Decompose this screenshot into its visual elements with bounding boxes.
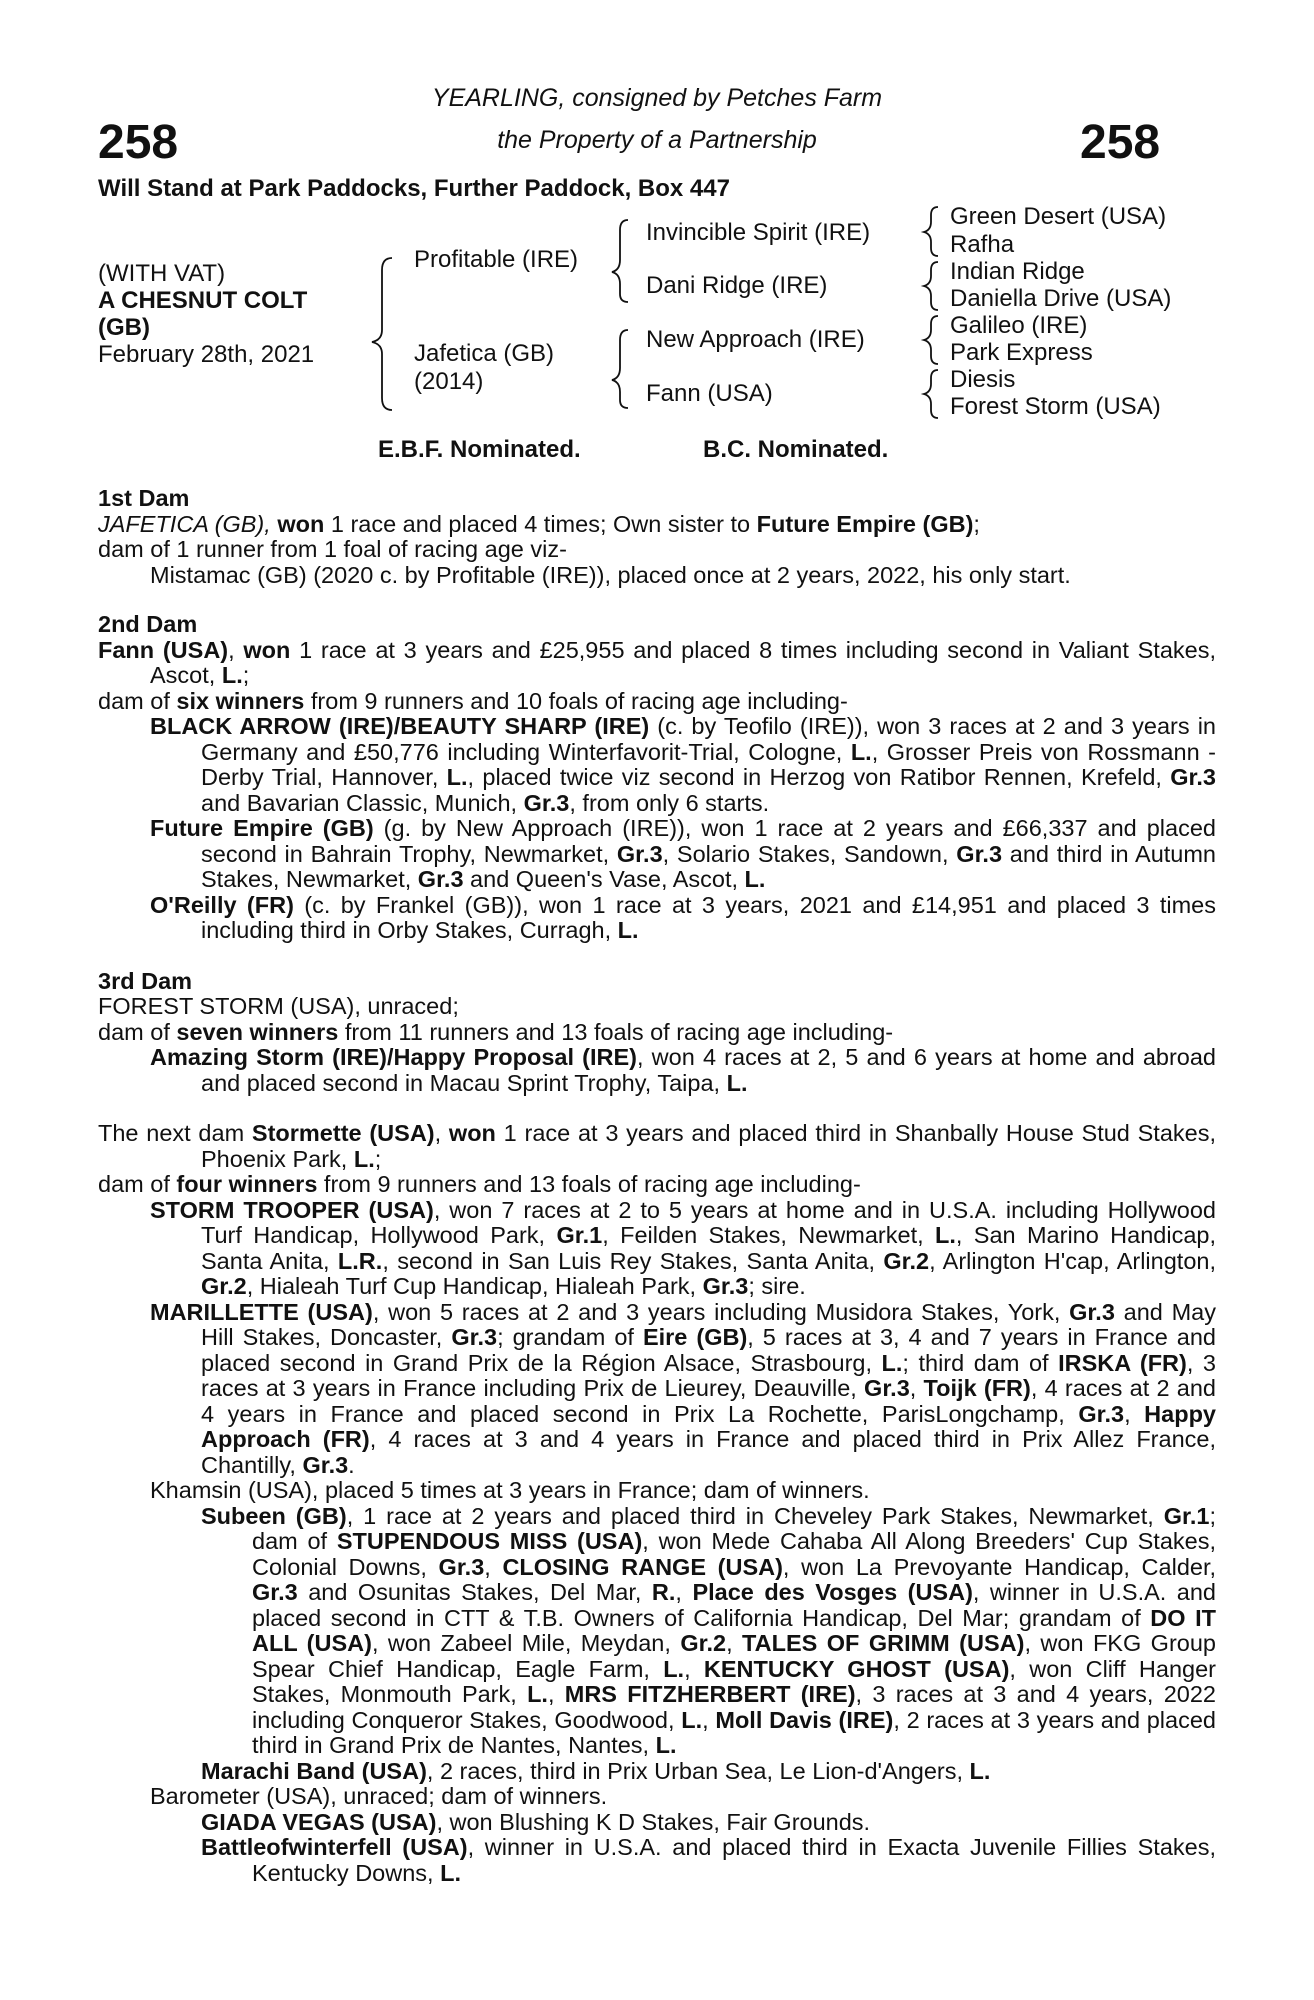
ebf-nomination: E.B.F. Nominated. (378, 436, 581, 463)
second-dam-heading: 2nd Dam (98, 611, 198, 637)
ancestor-5: Galileo (IRE) (950, 312, 1088, 339)
lot-number-right: 258 (1080, 116, 1161, 169)
next-dam-intro: The next dam Stormette (USA), won 1 race at 3 years and placed third in Shanbally House Stud Stakes, Phoenix Park, L.; (98, 1120, 1217, 1172)
second-dam-entry-3: O'Reilly (FR) (c. by Frankel (GB)), won 1 race at 3 years, 2021 and £14,951 and placed 3 times including third in Orby Stakes, Curragh, L. (150, 891, 1216, 943)
ancestor-2: Rafha (950, 231, 1015, 258)
ancestor-3: Indian Ridge (950, 258, 1085, 285)
first-dam-produce: Mistamac (GB) (2020 c. by Profitable (IRE)), placed once at 2 years, 2022, his only start. (150, 561, 1071, 588)
first-dam-line-1: JAFETICA (GB), won 1 race and placed 4 times; Own sister to Future Empire (GB); (98, 510, 980, 537)
next-dam-dam-of: dam of four winners from 9 runners and 13 foals of racing age including- (98, 1171, 861, 1197)
second-dam-intro: Fann (USA), won 1 race at 3 years and £25,955 and placed 8 times including second in Valiant Stakes, Ascot, L.; (98, 636, 1216, 688)
next-dam-entry-3b: Marachi Band (USA), 2 races, third in Prix Urban Sea, Le Lion-d'Angers, L. (201, 1757, 991, 1784)
sire-dam: Dani Ridge (IRE) (646, 272, 828, 299)
second-dam-dam-of: dam of six winners from 9 runners and 10 foals of racing age including- (98, 687, 848, 714)
next-dam-entry-4: Barometer (USA), unraced; dam of winners. (150, 1783, 608, 1809)
horse-name: A CHESNUT COLT (98, 287, 308, 314)
third-dam-dam-of: dam of seven winners from 11 runners and 13 foals of racing age including- (98, 1018, 894, 1045)
dam-dam: Fann (USA) (646, 380, 773, 407)
first-dam-line-2: dam of 1 runner from 1 foal of racing age viz- (98, 536, 567, 562)
sire: Profitable (IRE) (414, 246, 579, 273)
consign-line-2: the Property of a Partnership (497, 126, 817, 154)
second-dam-entry-1: BLACK ARROW (IRE)/BEAUTY SHARP (IRE) (c. by Teofilo (IRE)), won 3 races at 2 and 3 years in Germany and £50,776 including Winterfavorit-Trial, Cologne, L., Grosser Preis von Rossmann - Derby Trial, Hannover, L., placed twice viz second in Herzog von Ratibor Rennen, Krefeld, Gr.3 and Bavarian Classic, Munich, Gr.3, from only 6 starts. (150, 713, 1216, 816)
next-dam-entry-3: Khamsin (USA), placed 5 times at 3 years in France; dam of winners. (150, 1477, 870, 1503)
ancestor-6: Park Express (950, 339, 1093, 366)
horse-name-country: (GB) (98, 314, 150, 341)
catalogue-body (98, 486, 1216, 1886)
consign-line-1: YEARLING, consigned by Petches Farm (431, 84, 883, 112)
lot-number-left: 258 (98, 116, 179, 169)
next-dam-entry-1: STORM TROOPER (USA), won 7 races at 2 to 5 years at home and in U.S.A. including Hollywood Turf Handicap, Hollywood Park, Gr.1, Feilden Stakes, Newmarket, L., San Marino Handicap, Santa Anita, L.R., second in San Luis Rey Stakes, Santa Anita, Gr.2, Arlington H'cap, Arlington, Gr.2, Hialeah Turf Cup Handicap, Hialeah Park, Gr.3; sire. (150, 1196, 1217, 1299)
second-dam-entry-2: Future Empire (GB) (g. by New Approach (IRE)), won 1 race at 2 years and £66,337 and placed second in Bahrain Trophy, Newmarket, Gr.3, Solario Stakes, Sandown, Gr.3 and third in Autumn Stakes, Newmarket, Gr.3 and Queen's Vase, Ascot, L. (150, 815, 1217, 892)
dam: Jafetica (GB) (414, 340, 555, 367)
next-dam-entry-2: MARILLETTE (USA), won 5 races at 2 and 3 years including Musidora Stakes, York, Gr.3 and May Hill Stakes, Doncaster, Gr.3; grandam of Eire (GB), 5 races at 3, 4 and 7 years in France and placed second in Grand Prix de la Région Alsace, Strasbourg, L.; third dam of IRSKA (FR), 3 races at 3 years in France including Prix de Lieurey, Deauville, Gr.3, Toijk (FR), 4 races at 2 and 4 years in France and placed second in Prix La Rochette, ParisLongchamp, Gr.3, Happy Approach (FR), 4 races at 3 and 4 years in France and placed third in Prix Allez France, Chantilly, Gr.3. (150, 1298, 1216, 1478)
dam-sire: New Approach (IRE) (646, 326, 865, 353)
third-dam-heading: 3rd Dam (98, 967, 193, 994)
first-dam-heading: 1st Dam (98, 485, 190, 511)
next-dam-entry-4b: Battleofwinterfell (USA), winner in U.S.A. and placed third in Exacta Juvenile Fillies Stakes, Kentucky Downs, L. (201, 1834, 1216, 1886)
next-dam-entry-4a: GIADA VEGAS (USA), won Blushing K D Stakes, Fair Grounds. (201, 1808, 871, 1835)
stand-location: Will Stand at Park Paddocks, Further Paddock, Box 447 (98, 175, 730, 202)
ancestor-4: Daniella Drive (USA) (950, 285, 1172, 312)
ancestor-1: Green Desert (USA) (950, 203, 1167, 230)
vat-label: (WITH VAT) (98, 260, 226, 287)
third-dam-intro: FOREST STORM (USA), unraced; (98, 993, 459, 1019)
ancestor-7: Diesis (950, 366, 1016, 393)
ancestor-8: Forest Storm (USA) (950, 393, 1161, 420)
third-dam-entry-1: Amazing Storm (IRE)/Happy Proposal (IRE), won 4 races at 2, 5 and 6 years at home and abroad and placed second in Macau Sprint Trophy, Taipa, L. (150, 1044, 1216, 1096)
bc-nomination: B.C. Nominated. (703, 436, 889, 463)
dam-year: (2014) (414, 368, 484, 395)
sire-sire: Invincible Spirit (IRE) (646, 219, 871, 246)
horse-dob: February 28th, 2021 (98, 341, 315, 368)
next-dam-entry-3a: Subeen (GB), 1 race at 2 years and placed third in Cheveley Park Stakes, Newmarket, Gr.1; dam of STUPENDOUS MISS (USA), won Mede Cahaba All Along Breeders' Cup Stakes, Colonial Downs, Gr.3, CLOSING RANGE (USA), won La Prevoyante Handicap, Calder, Gr.3 and Osunitas Stakes, Del Mar, R., Place des Vosges (USA), winner in U.S.A. and placed second in CTT & T.B. Owners of California Handicap, Del Mar; grandam of DO IT ALL (USA), won Zabeel Mile, Meydan, Gr.2, TALES OF GRIMM (USA), won FKG Group Spear Chief Handicap, Eagle Farm, L., KENTUCKY GHOST (USA), won Cliff Hanger Stakes, Monmouth Park, L., MRS FITZHERBERT (IRE), 3 races at 3 and 4 years, 2022 including Conqueror Stakes, Goodwood, L., Moll Davis (IRE), 2 races at 3 years and placed third in Grand Prix de Nantes, Nantes, L. (201, 1502, 1217, 1758)
